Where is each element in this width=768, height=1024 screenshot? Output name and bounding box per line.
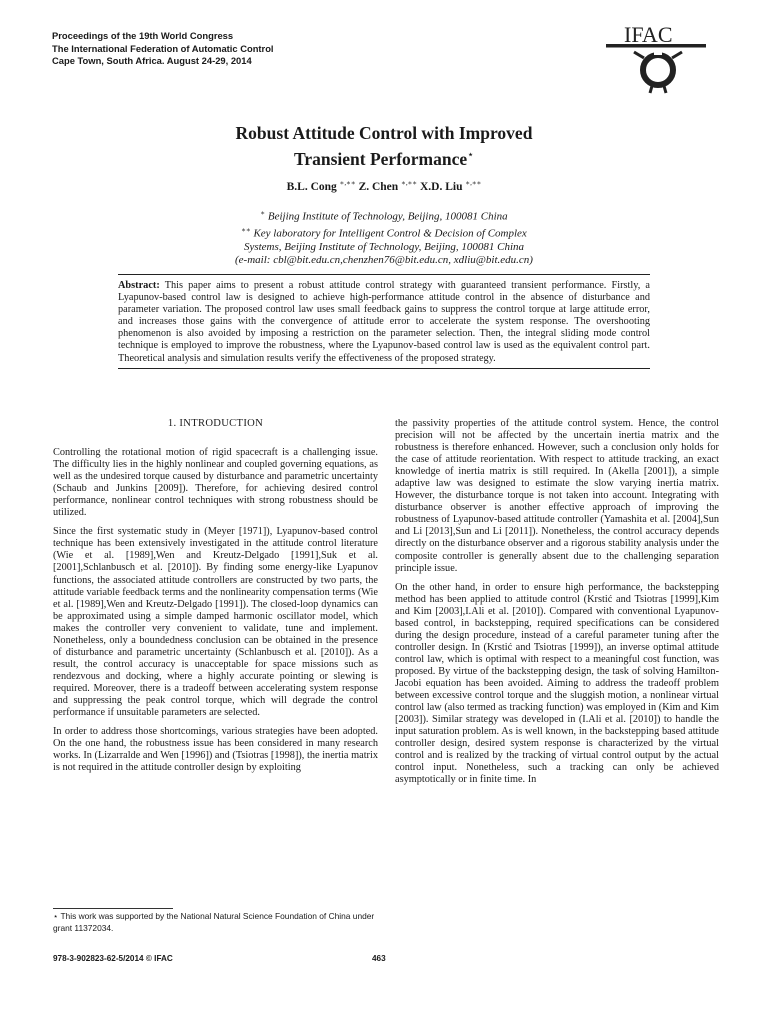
affiliation-mark: ∗∗ xyxy=(241,225,251,234)
contact-emails: (e-mail: cbl@bit.edu.cn,chenzhen76@bit.edu.cn, xdliu@bit.edu.cn) xyxy=(235,253,533,266)
ifac-logo xyxy=(592,22,718,94)
abstract-text: This paper aims to present a robust attitude control strategy with guaranteed transient performance. Firstly, a Lyapunov-based control law is designed to achieve high-performance attitude control in the absence of disturbance and parameter variation. The proposed control law uses small feedback gains to suppress the control torque at large attitude error, and increases those gains with the convergence of attitude error to accelerate the system response. The overshooting phenomenon is also avoided by imposing a restriction on the parameter selection. Then, the integral sliding mode control technique is employed to improve the robustness, where the Lyapunov-based control law is used as the equivalent control part. Theoretical analysis and simulation results verify the effectiveness of the proposed strategy. xyxy=(118,280,650,364)
footnote-text: This work was supported by the National Natural Science Foundation of China under grant 11372034. xyxy=(53,911,375,933)
paper-title xyxy=(0,122,768,170)
affiliation-mark: ∗ xyxy=(260,209,266,217)
page-number: 463 xyxy=(372,954,386,963)
paragraph: Controlling the rotational motion of rigid spacecraft is a challenging issue. The difficulty lies in the highly nonlinear and coupled governing equations, as well as the undesired torque caused by disturbance and parametric uncertainty (Schaub and Junkins [2009]). Therefore, for achieving desired control performance, nonlinear control techniques with strong robustness should be utilized. xyxy=(53,447,378,519)
title-line-1: Robust Attitude Control with Improved xyxy=(235,123,533,143)
footnote-mark: ⋆ xyxy=(53,911,59,921)
author-name: B.L. Cong xyxy=(286,180,337,193)
section-heading: 1. INTRODUCTION xyxy=(167,418,264,429)
footnote xyxy=(53,911,378,935)
author-affiliation-mark: ∗,∗∗ xyxy=(465,179,482,187)
abstract-label: Abstract: xyxy=(118,280,160,291)
left-column xyxy=(53,418,378,781)
affiliations xyxy=(0,207,768,267)
paragraph: On the other hand, in order to ensure high performance, the backstepping method has been applied to attitude control (Krstić and Tsiotras [1999],Kim and Kim [2003],I.Ali et al. [2010]). Compared with conventional Lyapunov-based control, in backstepping, required specifications can be considered during the design procedure, instead of a careful parameter tuning after the controller design. In (Krstić and Tsiotras [1999]), an inverse optimal attitude control law, which is optimal with respect to a meaningful cost function, was proposed. By virtue of the backstepping design, the task of solving Hamilton-Jacobi equation has been avoided. Aiming to address the tradeoff problem between excessive control torque and the sluggish motion, a nonlinear virtual control law (also termed as tracking function) was employed in (Kim and Kim [2003]). Similar strategy was developed in (I.Ali et al. [2010]) to handle the input saturation problem. As is well known, in the backstepping based attitude controller design, desired system response is characterized by the virtual control and is realized by the tracking of virtual control output by the actual control input. Nonetheless, such a tracking can only be achieved asymptotically or in finite time. In xyxy=(395,581,719,786)
affiliation-line: Beijing Institute of Technology, Beijing, 100081 China xyxy=(267,210,508,223)
paragraph: Since the first systematic study in (Meyer [1971]), Lyapunov-based control technique has been extensively investigated in the attitude control literature (Wie et al. [1989],Wen and Kreutz-Delgado [1991],Suk et al. [2001],Schlanbusch et al. [2010]). By finding some energy-like Lyapunov functions, the associated attitude controllers are constructed by two parts, the attitude variable feedback terms and the nonlinearity compensation terms (Wie et al. [1989],Wen and Kreutz-Delgado [1991]). The closed-loop dynamics can be approximated using a simple damped harmonic oscillator model, which makes the controller very convenient to validate, tune and implement. Nonetheless, only a boundedness conclusion can be obtained in the presence of disturbance and parametric uncertainty (Schlanbusch et al. [2010]). As a result, the control accuracy is unacceptable for space missions such as rendezvous and docking, where a highly accurate pointing or slewing is required. Moreover, there is a tradeoff between accelerating system response and suppressing the peak control torque, which will degrade the control performance if unsuitable parameters are selected. xyxy=(53,526,378,719)
footnote-divider xyxy=(53,908,173,909)
title-line-2: Transient Performance xyxy=(293,148,468,169)
author-name: X.D. Liu xyxy=(419,180,463,193)
isbn-copyright: 978-3-902823-62-5/2014 © IFAC xyxy=(53,954,173,963)
title-footnote-mark: ⋆ xyxy=(467,149,475,161)
paragraph: In order to address those shortcomings, various strategies have been adopted. On the one hand, the robustness issue has been considered in many research works. In (Lizarralde and Wen [1996]) and (Tsiotras [1998]), the inertia matrix is not required in the attitude controller design by exploiting xyxy=(53,726,378,774)
affiliation-line: Key laboratory for Intelligent Control & Decision of Complex xyxy=(253,227,527,240)
author-name: Z. Chen xyxy=(358,180,399,193)
header-line-1: Proceedings of the 19th World Congress xyxy=(52,30,234,41)
header-line-2: The International Federation of Automatic Control xyxy=(52,42,274,54)
author-affiliation-mark: ∗,∗∗ xyxy=(339,179,356,187)
author-list xyxy=(0,179,768,193)
affiliation-line: Systems, Beijing Institute of Technology, Beijing, 100081 China xyxy=(243,240,525,253)
proceedings-header xyxy=(52,30,274,68)
author-affiliation-mark: ∗,∗∗ xyxy=(401,179,418,187)
ifac-logo-text: IFAC xyxy=(624,22,673,47)
abstract xyxy=(118,274,650,369)
paragraph: the passivity properties of the attitude control system. Hence, the control precision will not be affected by the uncertain inertia matrix and the robustness is therefore enhanced. However, such a conclusion only holds for the case of attitude reorientation. With respect to attitude tracking, an exact knowledge of inertia matrix is still required. In (Akella [2001]), a simple adaptive law was designed to estimate the slow varying inertia matrix. However, the disturbance torque is not taken into account. Integrating with disturbance observer is another effective approach of improving the robustness of Lyapunov-based attitude controller (Yamashita et al. [2004],Sun and Li [2013],Sun and Li [2011]). Nonetheless, the control accuracy depends directly on the disturbance observer and a rigorous stability analysis under the composite controller is generally absent due to the challenging separation principle issue. xyxy=(395,418,719,574)
header-line-3: Cape Town, South Africa. August 24-29, 2014 xyxy=(52,55,252,66)
right-column xyxy=(395,418,719,793)
